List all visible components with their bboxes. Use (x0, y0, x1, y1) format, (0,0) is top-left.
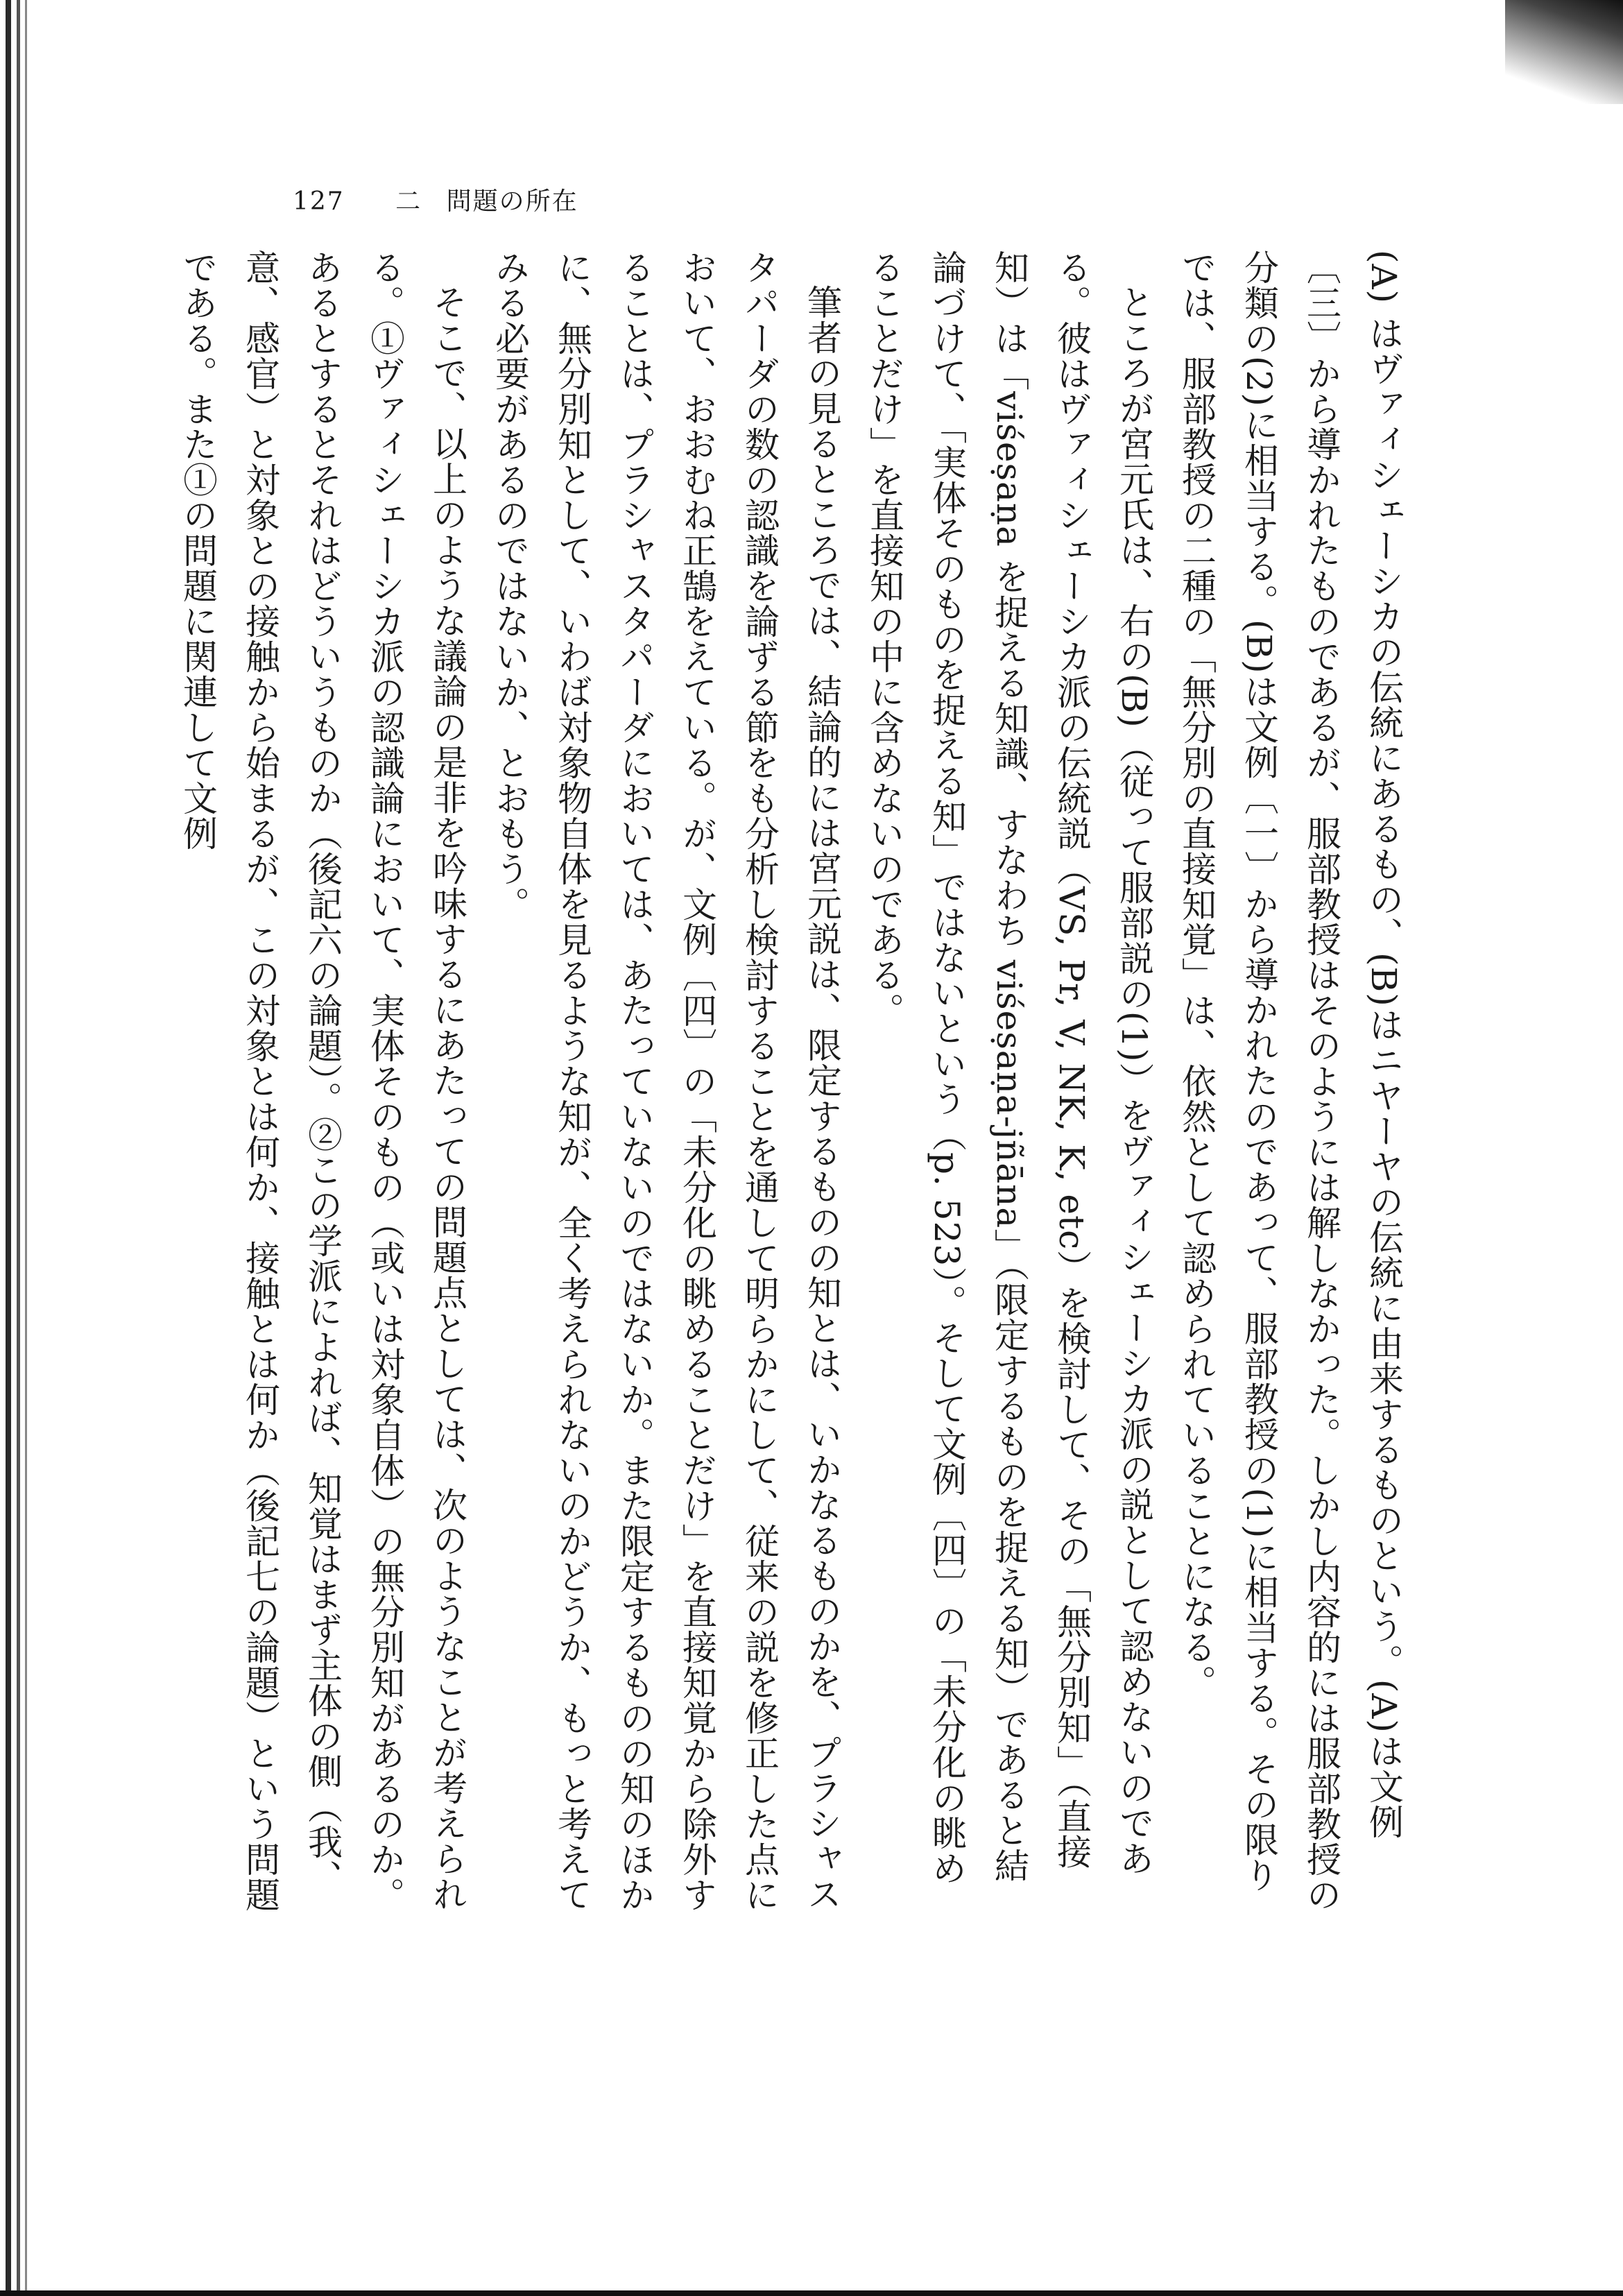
paragraph: そこで、以上のような議論の是非を吟味するにあたっての問題点としては、次のようなことが考えられる。①ヴァィシェーシカ派の認識論において、実体そのもの（或いは対象自体）の無分別知があるのか。あるとするとそれはどういうものか（後記六の論題）。②この学派によれば、知覚はまず主体の側（我、意、感官）と対象との接触から始まるが、この対象とは何か、接触とは何か（後記七の論題）という問題である。また①の問題に関連して文例 (178, 250, 467, 1912)
chapter-title: 問題の所在 (446, 187, 578, 216)
page-number: 127 (293, 187, 345, 216)
paragraph: ところが宮元氏は、右の(B)（従って服部説の(1)）をヴァィシェーシカ派の説として認めないのである。彼はヴァィシェーシカ派の伝統説（VS, Pr, V, NK, K, etc）を検討して、その「無分別知」（直接知）は「viśeṣaṇa を捉える知識、すなわち viśeṣaṇa-jñāna」（限定するものを捉える知）であると結論づけて、「実体そのものを捉える知」ではないという（p. 523）。そして文例〔四〕の「未分化の眺めることだけ」を直接知の中に含めないのである。 (864, 250, 1154, 1887)
running-head (293, 182, 578, 217)
paragraph: (A) はヴァィシェーシカの伝統にあるもの、(B)はニヤーヤの伝統に由来するものという。(A)は文例〔三〕から導かれたものであるが、服部教授はそのようには解しなかった。しかし内容的には服部教授の分類の(2)に相当する。(B)は文例〔一〕から導かれたのであって、服部教授の(1)に相当する。その限りでは、服部教授の二種の「無分別の直接知覚」は、依然として認められていることになる。 (1176, 250, 1404, 1912)
chapter-number: 二 (395, 187, 422, 216)
scan-bottom-edge (0, 2290, 1623, 2296)
scan-corner-shadow (1505, 0, 1623, 104)
body-text (178, 250, 1415, 1914)
page-binding-shadow (0, 0, 49, 2296)
paragraph: 筆者の見るところでは、結論的には宮元説は、限定するものの知とは、いかなるものかを、プラシャスタパーダの数の認識を論ずる節をも分析し検討することを通して明らかにして、従来の説を修正した点において、おおむね正鵠をえている。が、文例〔四〕の「未分化の眺めることだけ」を直接知覚から除外することは、プラシャスタパーダにおいては、あたっていないのではないか。また限定するものの知のほかに、無分別知として、いわば対象物自体を見るような知が、全く考えられないのかどうか、もっと考えてみる必要があるのではないか、とおもう。 (490, 250, 842, 1912)
